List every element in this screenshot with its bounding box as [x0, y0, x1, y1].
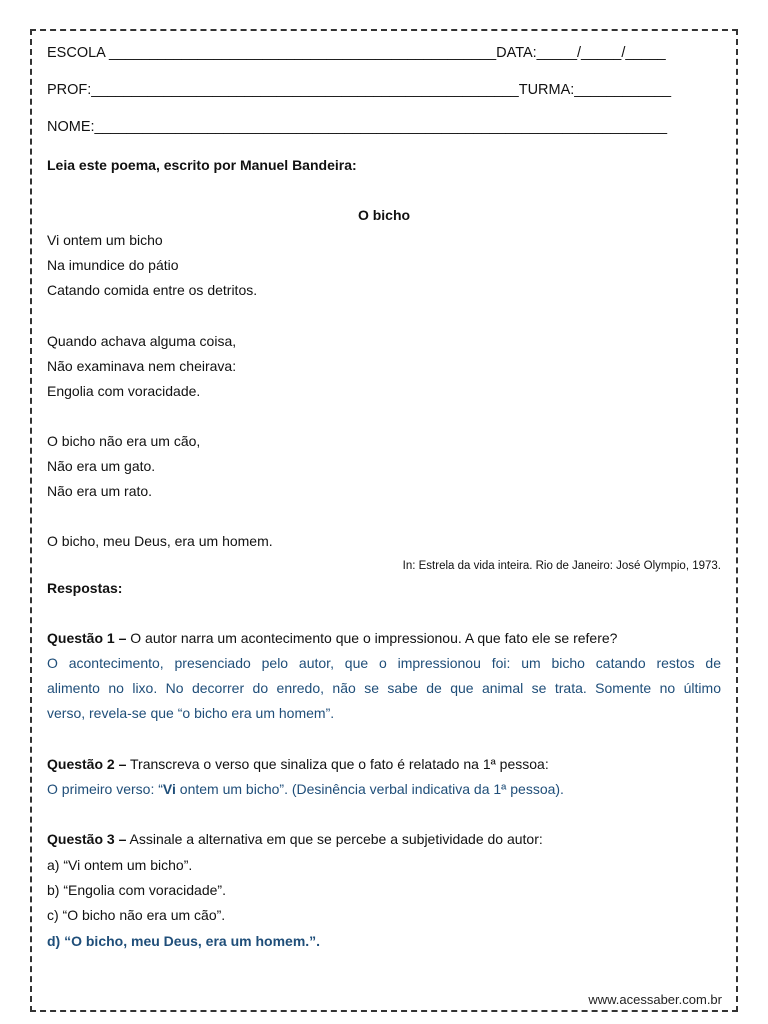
- question-2: [47, 755, 549, 773]
- poem-verse: Não era um rato.: [47, 483, 153, 499]
- answer-2: [47, 780, 564, 798]
- option-a: a) “Vi ontem um bicho”.: [47, 857, 193, 873]
- poem-verse: Não era um gato.: [47, 458, 156, 474]
- question-3-label: Questão 3 –: [47, 831, 127, 847]
- poem-verse: Vi ontem um bicho: [47, 232, 163, 248]
- answer-2-post: ontem um bicho”. (Desinência verbal indicativa da 1ª pessoa).: [175, 781, 564, 797]
- poem-verse: O bicho não era um cão,: [47, 433, 201, 449]
- option-c: c) “O bicho não era um cão”.: [47, 907, 226, 923]
- question-1: [47, 629, 617, 647]
- answer-2-pre: O primeiro verso: “: [47, 781, 163, 797]
- poem-verse: Catando comida entre os detritos.: [47, 282, 258, 298]
- question-3-text: Assinale a alternativa em que se percebe a subjetividade do autor:: [126, 831, 543, 847]
- poem-verse: Engolia com voracidade.: [47, 383, 201, 399]
- footer-website: www.acessaber.com.br: [588, 992, 722, 1007]
- teacher-field: PROF:_____________________________________________________TURMA:____________: [47, 82, 672, 98]
- answer-2-bold: Vi: [162, 781, 176, 797]
- answer-1-line: alimento no lixo. No decorrer do enredo, não se sabe de que animal se trata. Somente no último: [47, 680, 721, 696]
- question-2-label: Questão 2 –: [47, 756, 127, 772]
- poem-verse: Na imundice do pátio: [47, 257, 179, 273]
- question-1-text: O autor narra um acontecimento que o impressionou. A que fato ele se refere?: [126, 630, 618, 646]
- poem-citation: In: Estrela da vida inteira. Rio de Janeiro: José Olympio, 1973.: [402, 560, 721, 572]
- poem-title: O bicho: [357, 207, 411, 223]
- school-field: ESCOLA ________________________________________________DATA:_____/_____/_____: [47, 45, 666, 61]
- name-field: NOME:_______________________________________________________________________: [47, 119, 668, 135]
- option-d-correct: d) “O bicho, meu Deus, era um homem.”.: [47, 933, 321, 949]
- question-2-text: Transcreva o verso que sinaliza que o fato é relatado na 1ª pessoa:: [126, 756, 549, 772]
- answer-1-line: verso, revela-se que “o bicho era um homem”.: [47, 705, 335, 721]
- question-3: [47, 830, 543, 848]
- answers-heading: Respostas:: [47, 580, 123, 596]
- poem-verse: O bicho, meu Deus, era um homem.: [47, 533, 273, 549]
- intro-text: Leia este poema, escrito por Manuel Bandeira:: [47, 157, 357, 173]
- option-b: b) “Engolia com voracidade”.: [47, 882, 226, 898]
- poem-verse: Quando achava alguma coisa,: [47, 333, 237, 349]
- question-1-label: Questão 1 –: [47, 630, 127, 646]
- poem-verse: Não examinava nem cheirava:: [47, 358, 237, 374]
- answer-1-line: O acontecimento, presenciado pelo autor, que o impressionou foi: um bicho catando restos de: [47, 655, 721, 671]
